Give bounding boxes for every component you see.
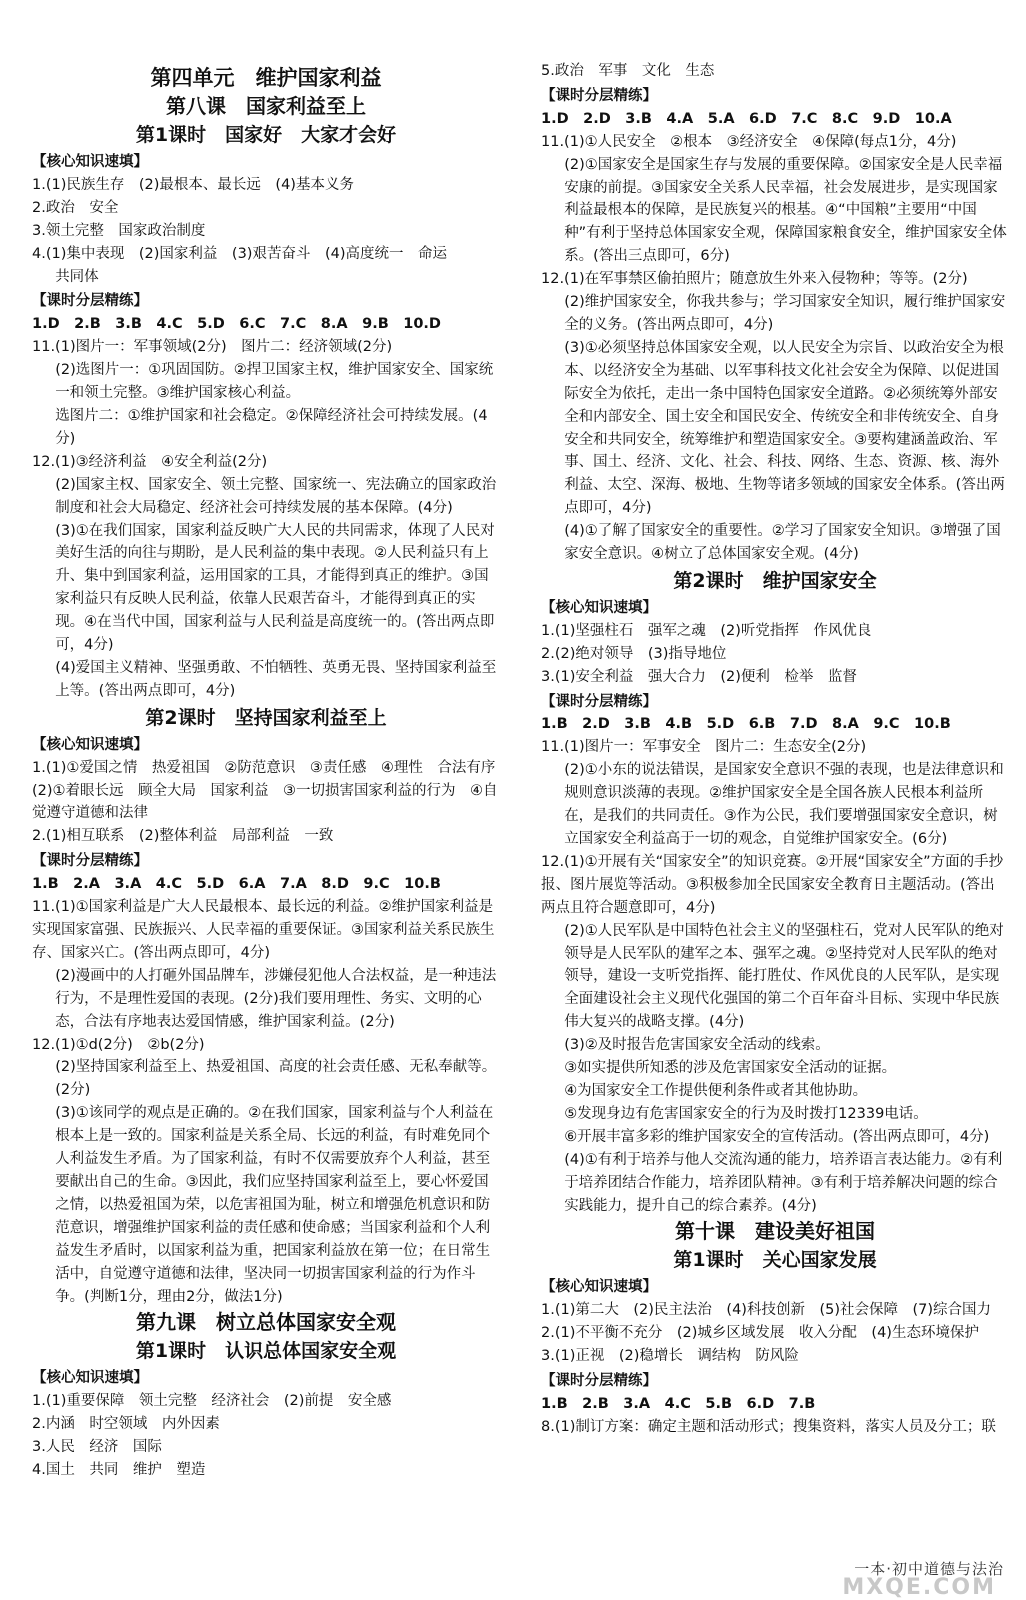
left-unit-title: 第四单元 维护国家利益 [150, 66, 382, 90]
right-column [541, 60, 1009, 1439]
watermark: MXQE.COM [842, 1575, 996, 1600]
right-section-heading: 【课时分层精练】 [541, 87, 657, 104]
left-text-line: (3)①该同学的观点是正确的。②在我们国家，国家利益与个人利益在根本上是一致的。国家利益是关系全局、长远的利益，有时难免同个人利益发生矛盾。为了国家利益，有时不仅需要放弃个人利益，甚至要献出自己的生命。③因此，我们应坚持国家利益至上，要心怀爱国之情，以热爱祖国为荣，以危害祖国为耻，树立和增强危机意识和防范意识，增强维护国家利益的责任感和使命感；当国家利益和个人利益发生矛盾时，以国家利益为重，把国家利益放在第一位；在日常生活中，自觉遵守道德和法律，坚决同一切损害国家利益的行为作斗争。(判断1分，理由2分，做法1分) [55, 1105, 494, 1305]
right-text-line: ④为国家安全工作提供便利条件或者其他协助。 [564, 1082, 868, 1099]
right-text-line: 5.政治 军事 文化 生态 [541, 63, 715, 79]
right-text-line: 12.(1)①开展有关“国家安全”的知识竞赛。②开展“国家安全”方面的手抄报、图片展览等活动。③积极参加全民国家安全教育日主题活动。(答出两点且符合题意即可，4分) [541, 853, 1004, 916]
right-answer-row: 1.B 2.B 3.A 4.C 5.B 6.D 7.B [541, 1395, 816, 1412]
right-text-line: 1.(1)坚强柱石 强军之魂 (2)听党指挥 作风优良 [541, 622, 872, 639]
left-section-heading: 【课时分层精练】 [32, 853, 148, 870]
right-section-heading: 【课时分层精练】 [541, 693, 657, 710]
right-text-line: (4)①有利于培养与他人交流沟通的能力，培养语言表达能力。②有利于培养团结合作能力，培养团队精神。③有利于培养解决问题的综合实践能力，提升自己的综合素养。(4分) [564, 1151, 1003, 1214]
right-text-line: 12.(1)在军事禁区偷拍照片；随意放生外来入侵物种；等等。(2分) [541, 271, 968, 288]
left-text-line: 1.(1)民族生存 (2)最根本、最长远 (4)基本义务 [32, 176, 354, 193]
right-period-title: 第2课时 维护国家安全 [673, 569, 877, 592]
right-lesson-title: 第十课 建设美好祖国 [675, 1219, 875, 1244]
right-text-line: (3)②及时报告危害国家安全活动的线索。 [564, 1037, 830, 1054]
left-text-line: 12.(1)③经济利益 ④安全利益(2分) [32, 453, 268, 470]
left-text-line: 1.(1)①爱国之情 热爱祖国 ②防范意识 ③责任感 ④理性 合法有序 (2)①着眼长远 顾全大局 国家利益 ③一切损害国家利益的行为 ④自觉遵守道德和法律 [32, 759, 510, 822]
right-text-line: (4)①了解了国家安全的重要性。②学习了国家安全知识。③增强了国家安全意识。④树立了总体国家安全观。(4分) [564, 523, 1001, 563]
left-text-line: (2)坚持国家利益至上、热爱祖国、高度的社会责任感、无私奉献等。(2分) [55, 1059, 497, 1099]
left-section-heading: 【核心知识速填】 [32, 736, 148, 753]
left-section-heading: 【核心知识速填】 [32, 1370, 148, 1387]
right-text-line: 2.(1)不平衡不充分 (2)城乡区域发展 收入分配 (4)生态环境保护 [541, 1325, 979, 1342]
left-text-line: 2.(1)相互联系 (2)整体利益 局部利益 一致 [32, 828, 334, 845]
left-text-line: 2.内涵 时空领域 内外因素 [32, 1416, 220, 1433]
right-section-heading: 【核心知识速填】 [541, 1279, 657, 1296]
left-period-title: 第1课时 认识总体国家安全观 [135, 1340, 397, 1363]
left-lesson-title: 第八课 国家利益至上 [166, 94, 366, 118]
right-text-line: 3.(1)正视 (2)稳增长 调结构 防风险 [541, 1348, 799, 1365]
right-period-title: 第1课时 关心国家发展 [673, 1249, 877, 1272]
right-text-line: 11.(1)①人民安全 ②根本 ③经济安全 ④保障(每点1分，4分) [541, 133, 957, 150]
left-period-title: 第1课时 国家好 大家才会好 [135, 124, 397, 146]
right-answer-row: 1.D 2.D 3.B 4.A 5.A 6.D 7.C 8.C 9.D 10.A [541, 110, 952, 127]
left-answer-row: 1.B 2.A 3.A 4.C 5.D 6.A 7.A 8.D 9.C 10.B [32, 876, 441, 893]
left-text-line: (4)爱国主义精神、坚强勇敢、不怕牺牲、英勇无畏、坚持国家利益至上等。(答出两点即可，4分) [55, 659, 497, 699]
left-text-line: 共同体 [55, 268, 99, 285]
left-text-line: 选图片二：①维护国家和社会稳定。②保障经济社会可持续发展。(4分) [55, 407, 488, 447]
left-text-line: 4.国土 共同 维护 塑造 [32, 1462, 206, 1479]
right-text-line: 1.(1)第二大 (2)民主法治 (4)科技创新 (5)社会保障 (7)综合国力 [541, 1302, 992, 1319]
right-answer-row: 1.B 2.D 3.B 4.B 5.D 6.B 7.D 8.A 9.C 10.B [541, 716, 951, 733]
right-text-line: (2)①人民军队是中国特色社会主义的坚强柱石，党对人民军队的绝对领导是人民军队的建军之本、强军之魂。②坚持党对人民军队的绝对领导，建设一支听党指挥、能打胜仗、作风优良的人民军队，是实现全面建设社会主义现代化强国的第二个百年奋斗目标、实现中华民族伟大复兴的战略支撑。(4分) [564, 922, 1004, 1031]
right-text-line: 8.(1)制订方案：确定主题和活动形式；搜集资料，落实人员及分工；联 [541, 1418, 996, 1435]
left-answer-row: 1.D 2.B 3.B 4.C 5.D 6.C 7.C 8.A 9.B 10.D [32, 316, 441, 333]
left-text-line: (2)漫画中的人打砸外国品牌车，涉嫌侵犯他人合法权益，是一种违法行为，不是理性爱国的表现。(2分)我们要用理性、务实、文明的心态，合法有序地表达爱国情感，维护国家利益。(2分) [55, 967, 497, 1030]
right-text-line: ⑤发现身边有危害国家安全的行为及时拨打12339电话。 [564, 1105, 928, 1122]
right-text-line: (2)①国家安全是国家生存与发展的重要保障。②国家安全是人民幸福安康的前提。③国家安全关系人民幸福，社会发展进步，是实现国家利益最根本的保障，是民族复兴的根基。④“中国粮”主要用“中国种”有利于坚持总体国家安全观，保障国家粮食安全，维护国家安全体系。(答出三点即可，6分) [564, 156, 1007, 265]
left-text-line: 4.(1)集中表现 (2)国家利益 (3)艰苦奋斗 (4)高度统一 命运 [32, 245, 447, 262]
left-text-line: 12.(1)①d(2分) ②b(2分) [32, 1036, 205, 1053]
right-section-heading: 【核心知识速填】 [541, 599, 657, 616]
right-text-line: 2.(2)绝对领导 (3)指导地位 [541, 645, 727, 662]
left-lesson-title: 第九课 树立总体国家安全观 [136, 1310, 396, 1335]
left-text-line: 11.(1)①国家利益是广大人民最根本、最长远的利益。②维护国家利益是实现国家富强、民族振兴、人民幸福的重要保证。③国家利益关系民族生存、国家兴亡。(答出两点即可，4分) [32, 899, 495, 961]
left-text-line: 3.领土完整 国家政治制度 [32, 222, 206, 239]
left-text-line: (2)选图片一：①巩固国防。②捍卫国家主权，维护国家安全、国家统一和领土完整。③维护国家核心利益。 [55, 362, 494, 402]
right-text-line: 3.(1)安全利益 强大合力 (2)便利 检举 监督 [541, 668, 857, 685]
left-column [32, 60, 510, 1482]
right-text-line: (2)①小东的说法错误，是国家安全意识不强的表现，也是法律意识和规则意识淡薄的表现。②维护国家安全是全国各族人民根本利益所在，是我们的共同责任。③作为公民，我们要增强国家安全意识，树立国家安全利益高于一切的观念，自觉维护国家安全。(6分) [564, 762, 1004, 847]
right-text-line: ⑥开展丰富多彩的维护国家安全的宣传活动。(答出两点即可，4分) [564, 1128, 990, 1145]
right-section-heading: 【课时分层精练】 [541, 1373, 657, 1390]
right-text-line: (3)①必须坚持总体国家安全观，以人民安全为宗旨、以政治安全为根本、以经济安全为基础、以军事科技文化社会安全为保障、以促进国际安全为依托，走出一条中国特色国家安全道路。②必须统筹外部安全和内部安全、国土安全和国民安全、传统安全和非传统安全、自身安全和共同安全，统筹维护和塑造国家安全。③要构建涵盖政治、军事、国土、经济、文化、社会、科技、网络、生态、资源、核、海外利益、太空、深海、极地、生物等诸多领域的国家安全体系。(答出两点即可，4分) [564, 339, 1005, 517]
left-section-heading: 【核心知识速填】 [32, 154, 148, 170]
left-period-title: 第2课时 坚持国家利益至上 [145, 706, 387, 729]
page-footer: 一本·初中道德与法治 [854, 1560, 1004, 1578]
left-text-line: 2.政治 安全 [32, 199, 119, 216]
left-text-line: 3.人民 经济 国际 [32, 1439, 162, 1456]
left-text-line: (2)国家主权、国家安全、领土完整、国家统一、宪法确立的国家政治制度和社会大局稳定、经济社会可持续发展的基本保障。(4分) [55, 476, 497, 516]
right-text-line: ③如实提供所知悉的涉及危害国家安全活动的证据。 [564, 1060, 897, 1077]
right-text-line: 11.(1)图片一：军事安全 图片二：生态安全(2分) [541, 739, 867, 756]
left-text-line: (3)①在我们国家，国家利益反映广大人民的共同需求，体现了人民对美好生活的向往与期盼，是人民利益的集中表现。②人民利益只有上升、集中到国家利益，运用国家的工具，才能得到真正的维护。③国家利益只有反映人民利益，依靠人民艰苦奋斗，才能得到真正的实现。④在当代中国，国家利益与人民利益是高度统一的。(答出两点即可，4分) [55, 522, 495, 654]
left-text-line: 1.(1)重要保障 领土完整 经济社会 (2)前提 安全感 [32, 1393, 392, 1410]
left-section-heading: 【课时分层精练】 [32, 293, 148, 310]
right-text-line: (2)维护国家安全，你我共参与；学习国家安全知识，履行维护国家安全的义务。(答出两点即可，4分) [564, 294, 1006, 333]
left-text-line: 11.(1)图片一：军事领域(2分) 图片二：经济领域(2分) [32, 339, 393, 356]
